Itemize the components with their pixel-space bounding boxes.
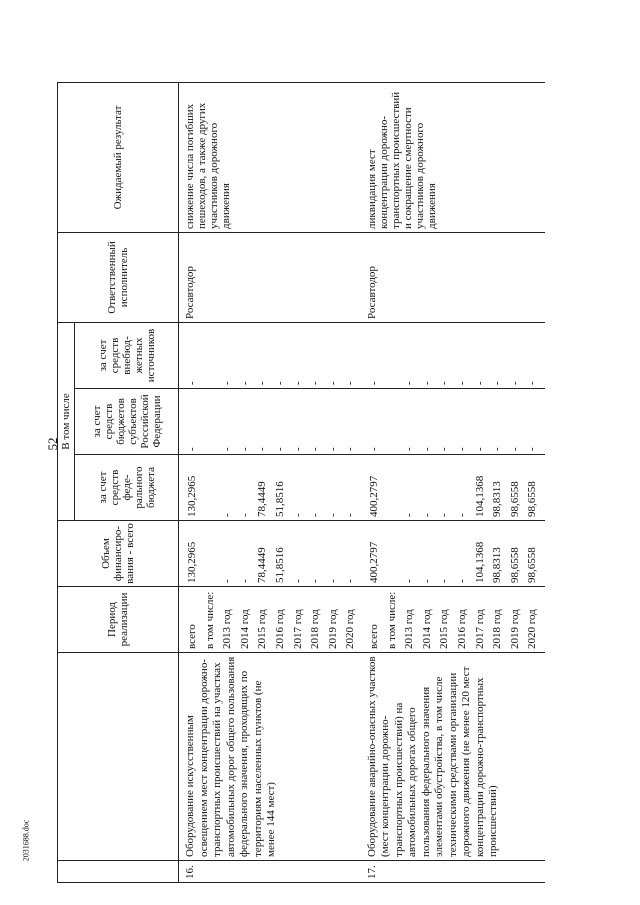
subjects-cell-line <box>384 392 402 451</box>
total-cell-line: - <box>326 579 339 583</box>
header-subjects: за счет средств бюджетов субъектов Российской Федерации <box>75 389 179 455</box>
federal-cell-line: - <box>291 513 304 517</box>
table-header <box>58 82 179 882</box>
federal-cell-line: - <box>344 513 357 517</box>
rotated-table-container <box>57 83 577 883</box>
result-cell: ликвидация мест концентрации дорожно-транспортных происшествий и сокращение смертности участников дорожного движения <box>363 82 545 232</box>
extrabudget-cell-line: - <box>326 381 339 385</box>
total-cell-line: - <box>455 579 468 583</box>
extrabudget-cell-line: - <box>508 381 521 385</box>
subjects-cell-line: - <box>403 447 416 451</box>
extrabudget-cell-line: - <box>438 381 451 385</box>
subjects-cell-line: - <box>326 447 339 451</box>
federal-cell-line: - <box>438 513 451 517</box>
period-cell-line: 2014 год <box>420 609 433 649</box>
subjects-cell-line: - <box>526 447 539 451</box>
federal-cell-line <box>202 458 220 517</box>
extrabudget-cell-line: - <box>473 381 486 385</box>
subjects-cell-line: - <box>221 447 234 451</box>
extrabudget-cell-line: - <box>403 381 416 385</box>
federal-cell-line: - <box>326 513 339 517</box>
table-row <box>181 82 363 882</box>
period-cell-line: 2017 год <box>473 609 486 649</box>
header-extrabudget: за счет средств внебюд-жетных источников <box>75 322 179 388</box>
result-cell: снижение числа погибших пешеходов, а также других участников дорожного движения <box>181 82 363 232</box>
period-cell-line: 2015 год <box>256 609 269 649</box>
total-cell-line: - <box>403 579 416 583</box>
subjects-cell <box>363 389 545 455</box>
federal-cell-line: 51,8516 <box>273 481 286 517</box>
period-cell <box>363 587 545 653</box>
total-cell <box>363 521 545 587</box>
extrabudget-cell-line: - <box>221 381 234 385</box>
extrabudget-cell-line <box>384 326 402 385</box>
extrabudget-cell-line: - <box>420 381 433 385</box>
period-cell-line: 2015 год <box>438 609 451 649</box>
federal-cell <box>181 455 363 521</box>
header-federal: за счет средств феде-рального бюджета <box>75 455 179 521</box>
federal-cell-line: - <box>221 513 234 517</box>
period-cell-line: 2018 год <box>491 609 504 649</box>
row-name: Оборудование искусственным освещением мест концентрации дорожно-транспортных происшествий на участках автомобильных дорог общего пользования федерального значения, проходящих по территориям населенных пунктов (не менее 144 мест) <box>181 653 363 861</box>
period-cell-line: 2013 год <box>221 609 234 649</box>
total-cell-line: - <box>221 579 234 583</box>
total-cell-line: - <box>438 579 451 583</box>
period-cell-line: 2019 год <box>508 609 521 649</box>
row-number: 17. <box>363 861 545 883</box>
subjects-cell <box>181 389 363 455</box>
total-cell-line: 104,1368 <box>473 541 486 583</box>
subjects-cell-line: - <box>473 447 486 451</box>
header-executor: Ответственный исполнитель <box>58 232 179 322</box>
row-name: Оборудование аварийно-опасных участков (мест концентрации дорожно-транспортных происшествий) на автомобильных дорогах общего пользования федерального значения элементами обустройства, в том числе техническими средствами организации дорожного движения (не менее 120 мест концентрации дорожно-транспортных происшествий) <box>363 653 545 861</box>
table-row <box>363 82 545 882</box>
period-cell <box>181 587 363 653</box>
total-cell-line: - <box>238 579 251 583</box>
federal-cell-line: - <box>420 513 433 517</box>
extrabudget-cell-line: - <box>455 381 468 385</box>
extrabudget-cell-line: - <box>238 381 251 385</box>
header-result: Ожидаемый результат <box>58 82 179 232</box>
subjects-cell-line: - <box>508 447 521 451</box>
period-cell-line: 2014 год <box>238 609 251 649</box>
extrabudget-cell <box>181 322 363 388</box>
footer-document-code: 2031688.doc <box>21 819 31 862</box>
page-number: 52 <box>45 437 60 451</box>
subjects-cell-line: - <box>256 447 269 451</box>
row-number: 16. <box>181 861 363 883</box>
subjects-cell-line: - <box>291 447 304 451</box>
period-cell-line: всего <box>186 624 198 649</box>
total-cell-line: 98,6558 <box>526 547 539 583</box>
federal-cell-line: 130,2965 <box>186 475 198 517</box>
period-cell-line: 2018 год <box>309 609 322 649</box>
extrabudget-cell-line: - <box>256 381 269 385</box>
federal-cell-line: 104,1368 <box>473 475 486 517</box>
subjects-cell-line: - <box>455 447 468 451</box>
total-cell-line: 98,6558 <box>508 547 521 583</box>
period-cell-line: в том числе: <box>385 591 398 649</box>
table-body <box>179 82 545 882</box>
period-cell-line: всего <box>367 624 380 649</box>
total-cell-line: - <box>291 579 304 583</box>
extrabudget-cell-line: - <box>273 381 286 385</box>
period-cell-line: 2017 год <box>291 609 304 649</box>
period-cell-line: 2016 год <box>455 609 468 649</box>
period-cell-line: 2020 год <box>344 609 357 649</box>
total-cell-line: 130,2965 <box>186 541 198 583</box>
subjects-cell-line: - <box>367 447 380 451</box>
federal-cell-line: 98,6558 <box>508 481 521 517</box>
subjects-cell-line <box>202 392 220 451</box>
subjects-cell-line: - <box>438 447 451 451</box>
executor-cell: Росавтодор <box>181 232 363 322</box>
header-name <box>58 653 179 861</box>
total-cell-line: 78,4449 <box>256 547 269 583</box>
federal-cell-line: - <box>238 513 251 517</box>
federal-cell-line: - <box>455 513 468 517</box>
extrabudget-cell-line: - <box>344 381 357 385</box>
total-cell-line: 400,2797 <box>367 541 380 583</box>
executor-cell: Росавтодор <box>363 232 545 322</box>
extrabudget-cell-line: - <box>291 381 304 385</box>
extrabudget-cell-line: - <box>309 381 322 385</box>
federal-cell-line <box>384 458 402 517</box>
federal-cell-line: 78,4449 <box>256 481 269 517</box>
period-cell-line: 2013 год <box>403 609 416 649</box>
federal-cell-line: - <box>309 513 322 517</box>
header-period: Период реализации <box>58 587 179 653</box>
extrabudget-cell-line: - <box>491 381 504 385</box>
total-cell-line: 51,8516 <box>273 547 286 583</box>
extrabudget-cell-line: - <box>186 381 198 385</box>
total-cell-line: - <box>344 579 357 583</box>
extrabudget-cell <box>363 322 545 388</box>
period-cell-line: 2020 год <box>526 609 539 649</box>
total-cell-line <box>384 524 402 583</box>
total-cell <box>181 521 363 587</box>
federal-cell <box>363 455 545 521</box>
extrabudget-cell-line <box>202 326 220 385</box>
subjects-cell-line: - <box>238 447 251 451</box>
federal-cell-line: 98,6558 <box>526 481 539 517</box>
period-cell-line: 2016 год <box>273 609 286 649</box>
total-cell-line <box>202 524 220 583</box>
period-cell-line: 2019 год <box>326 609 339 649</box>
header-total: Объем финансиро-вания - всего <box>58 521 179 587</box>
federal-cell-line: - <box>403 513 416 517</box>
header-number <box>58 861 179 883</box>
total-cell-line: - <box>309 579 322 583</box>
total-cell-line: - <box>420 579 433 583</box>
program-activities-table <box>57 82 545 883</box>
subjects-cell-line: - <box>309 447 322 451</box>
period-cell-line: в том числе: <box>203 591 216 649</box>
extrabudget-cell-line: - <box>526 381 539 385</box>
total-cell-line: 98,8313 <box>491 547 504 583</box>
subjects-cell-line: - <box>344 447 357 451</box>
federal-cell-line: 98,8313 <box>491 481 504 517</box>
subjects-cell-line: - <box>420 447 433 451</box>
subjects-cell-line: - <box>273 447 286 451</box>
header-in-that-number: В том числе <box>58 322 75 520</box>
extrabudget-cell-line: - <box>367 381 380 385</box>
subjects-cell-line: - <box>491 447 504 451</box>
federal-cell-line: 400,2797 <box>367 475 380 517</box>
subjects-cell-line: - <box>186 447 198 451</box>
